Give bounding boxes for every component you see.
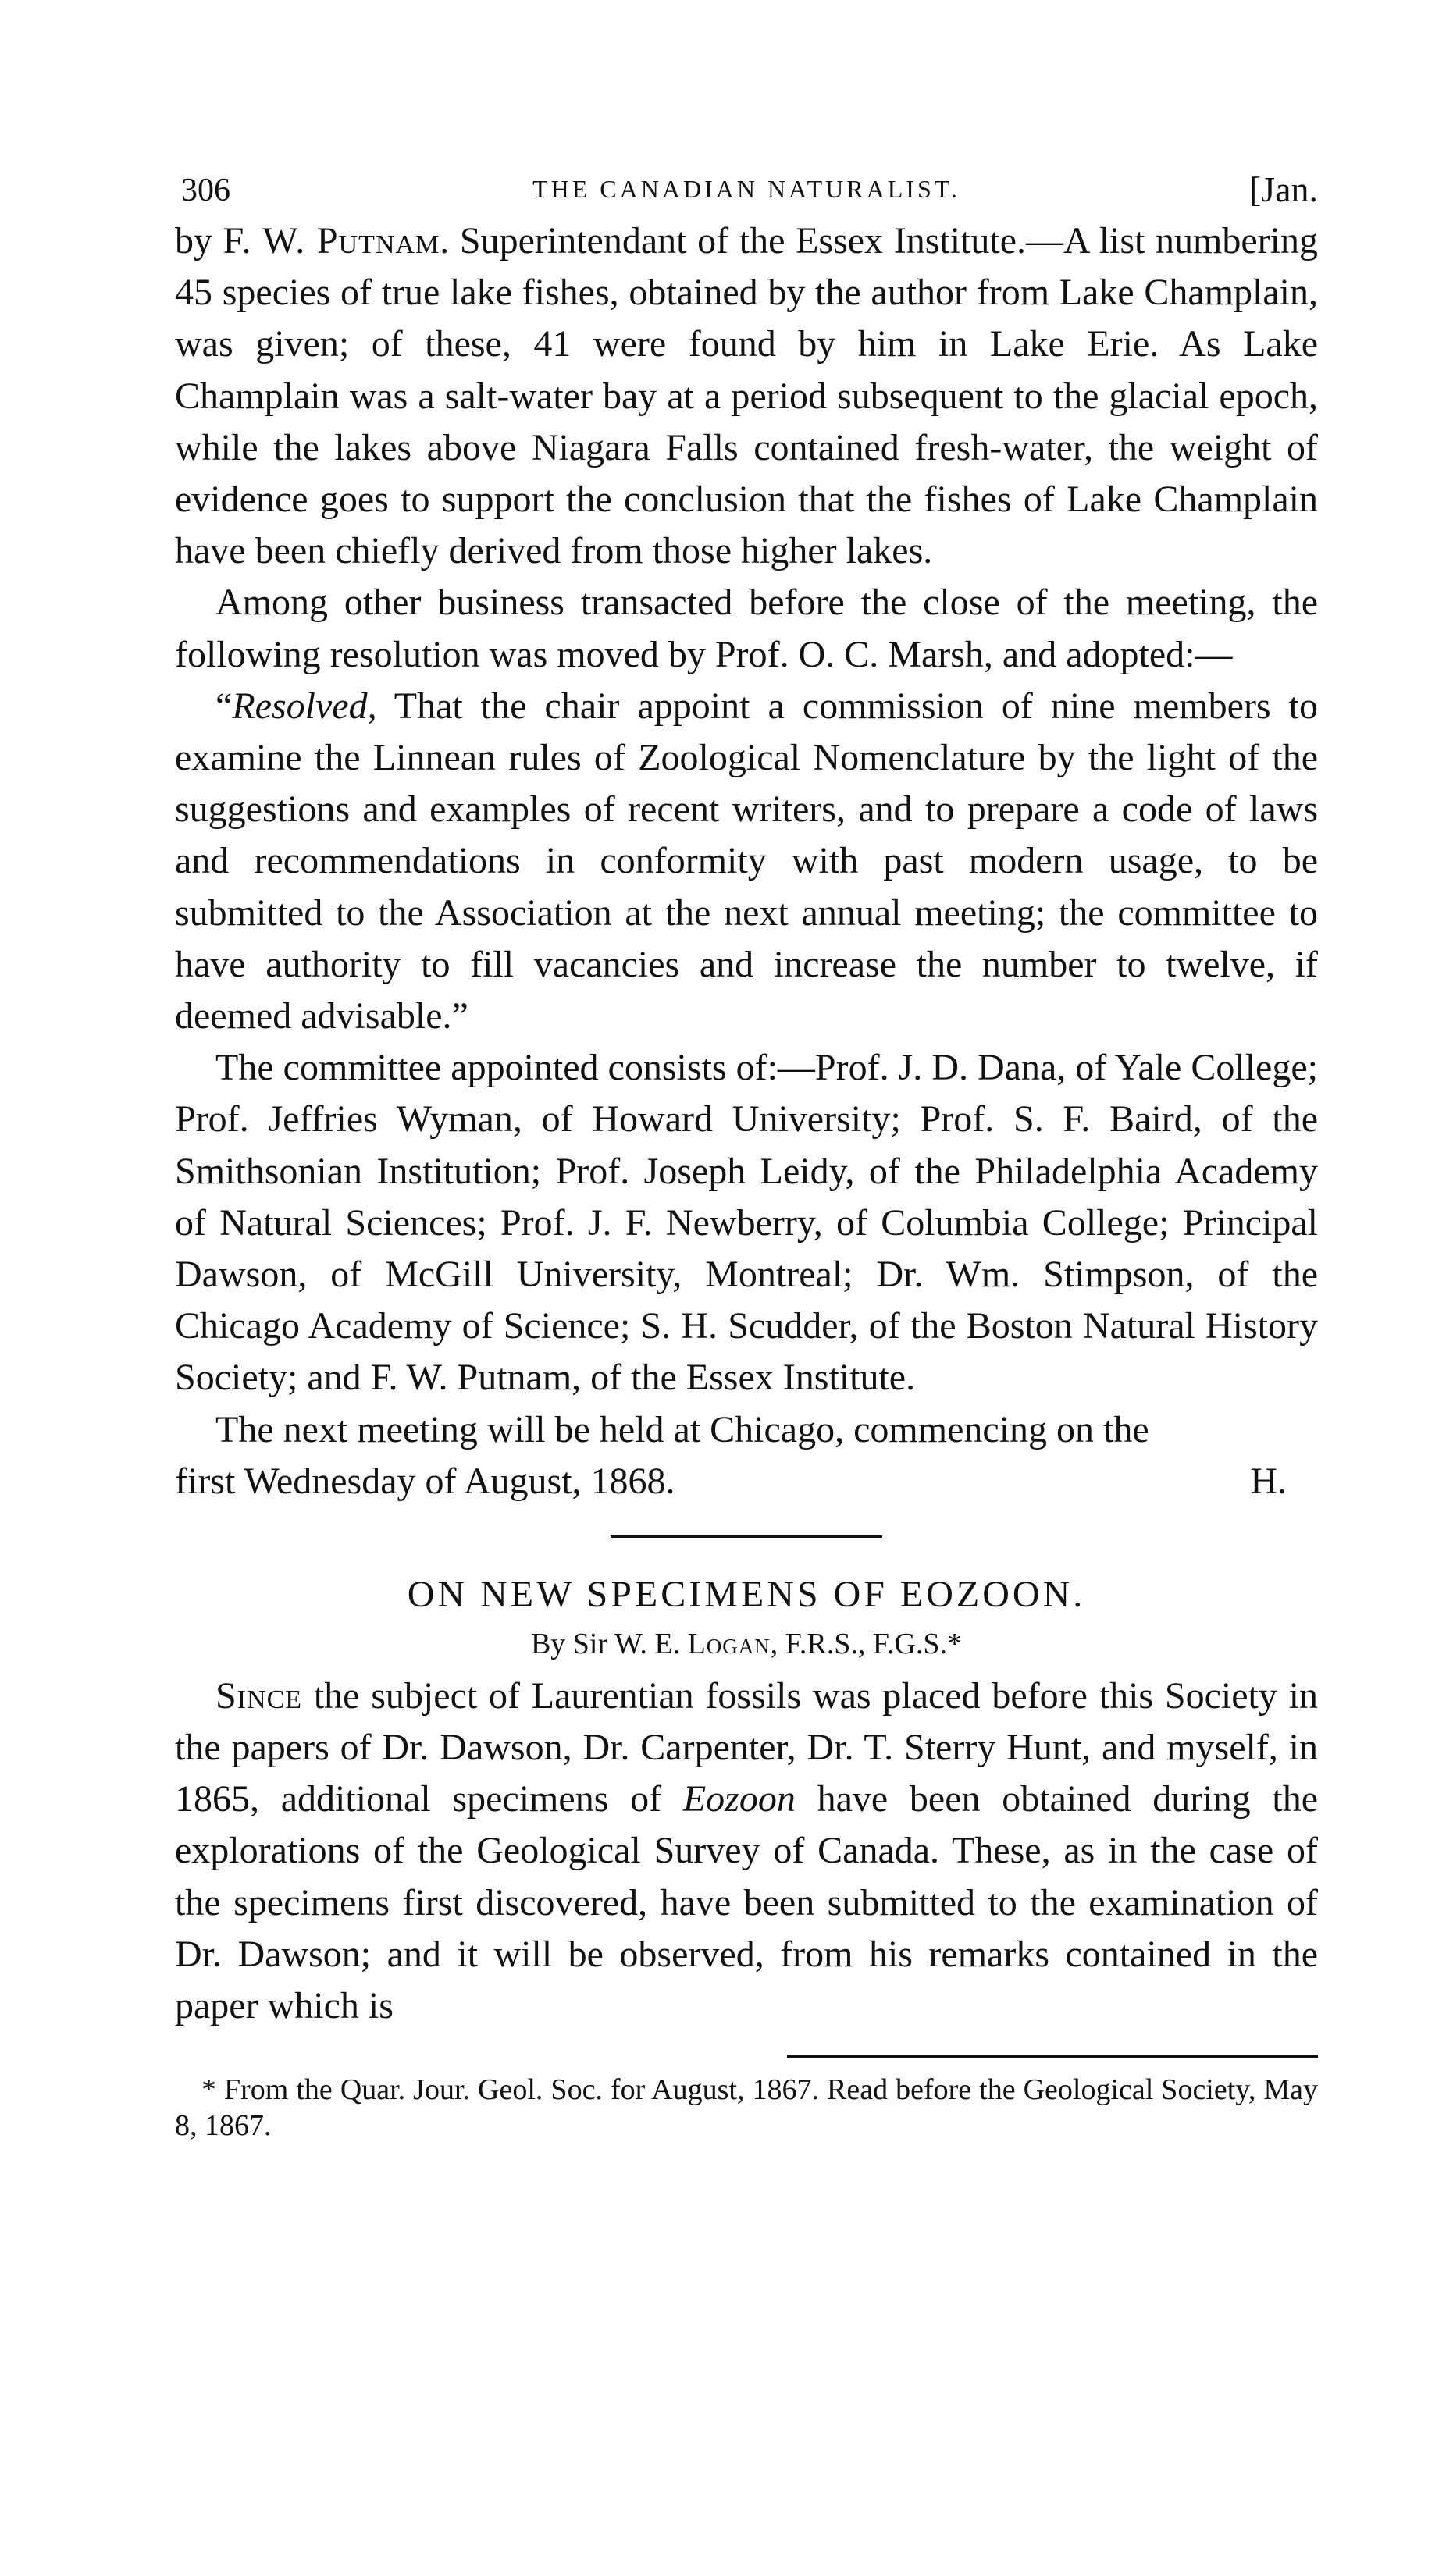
eozoon-term: Eozoon — [682, 1778, 796, 1820]
byline-prefix: By Sir W. E. — [530, 1627, 681, 1660]
footnote: * From the Quar. Jour. Geol. Soc. for August, 1867. Read before the Geological Society, May 8, 1867. — [175, 2073, 1318, 2143]
paragraph-eozoon — [175, 1670, 1318, 2032]
footnote-rule — [787, 2055, 1318, 2058]
opening-word: Since — [215, 1674, 303, 1717]
issue-month: [Jan. — [1248, 169, 1318, 209]
paragraph-text: . Superintendant of the Essex Institute.—A list numbering 45 species of true lake fishes, obtained by the author from Lake Champlain, was given; of these, 41 were found by him in Lake Erie. As Lake Champlain was a salt-water bay at a period subsequent to the glacial epoch, while the lakes above Niagara Falls contained fresh-water, the weight of evidence goes to support the conclusion that the fishes of Lake Champlain have been chiefly derived from those higher lakes. — [175, 220, 1318, 572]
journal-title: THE CANADIAN NATURALIST. — [532, 175, 960, 203]
byline-credentials: , F.R.S., F.G.S.* — [770, 1627, 963, 1660]
paragraph-prefix: by — [175, 220, 212, 262]
open-quote: “ — [215, 685, 233, 727]
paragraph-next-meeting: The next meeting will be held at Chicago, commencing on the — [215, 1408, 1149, 1450]
resolved-word: Resolved, — [232, 685, 377, 727]
byline-author: Logan — [687, 1627, 771, 1660]
document-page — [175, 161, 1318, 2144]
paragraph-text-b: have been obtained during the explorations of the Geological Survey of Canada. These, as in the case of the specimens first discovered, have been submitted to the examination of Dr. Dawson; and it will be observed, from his remarks contained in the paper which is — [175, 1778, 1318, 2027]
paragraph-resolution — [175, 681, 1318, 1042]
next-meeting-date: first Wednesday of August, 1868. — [175, 1460, 675, 1502]
author-name: F. W. Putnam — [223, 220, 440, 262]
byline — [175, 1621, 1318, 1667]
paragraph-business: Among other business transacted before the close of the meeting, the following resolution was moved by Prof. O. C. Marsh, and adopted:— — [175, 582, 1318, 675]
next-meeting-last-line — [175, 1456, 1318, 1507]
running-head — [175, 161, 1318, 215]
resolution-text: That the chair appoint a commission of nine members to examine the Linnean rules of Zoological Nomenclature by the light of the suggestions and examples of recent writers, and to prepare a code of laws and recommendations in conformity with past modern usage, to be submitted to the Association at the next annual meeting; the committee to have authority to fill vacancies and increase the number to twelve, if deemed advisable.” — [175, 685, 1318, 1037]
signature: H. — [1250, 1460, 1287, 1502]
paragraph-putnam — [175, 215, 1318, 577]
paragraph-text-a: the subject of Laurentian fossils was placed before this Society in the papers of Dr. Dawson, Dr. Carpenter, Dr. T. Sterry Hunt, and myself, in 1865, additional specimens of — [175, 1674, 1318, 1820]
page-number: 306 — [181, 173, 230, 208]
paragraph-committee: The committee appointed consists of:—Prof. J. D. Dana, of Yale College; Prof. Jeffries Wyman, of Howard University; Prof. S. F. Baird, of the Smithsonian Institution; Prof. Joseph Leidy, of the Philadelphia Academy of Natural Sciences; Prof. J. F. Newberry, of Columbia College; Principal Dawson, of McGill University, Montreal; Dr. Wm. Stimpson, of the Chicago Academy of Science; S. H. Scudder, of the Boston Natural History Society; and F. W. Putnam, of the Essex Institute. — [175, 1047, 1318, 1399]
article-title: ON NEW SPECIMENS OF EOZOON. — [407, 1573, 1086, 1615]
section-divider — [611, 1535, 882, 1538]
